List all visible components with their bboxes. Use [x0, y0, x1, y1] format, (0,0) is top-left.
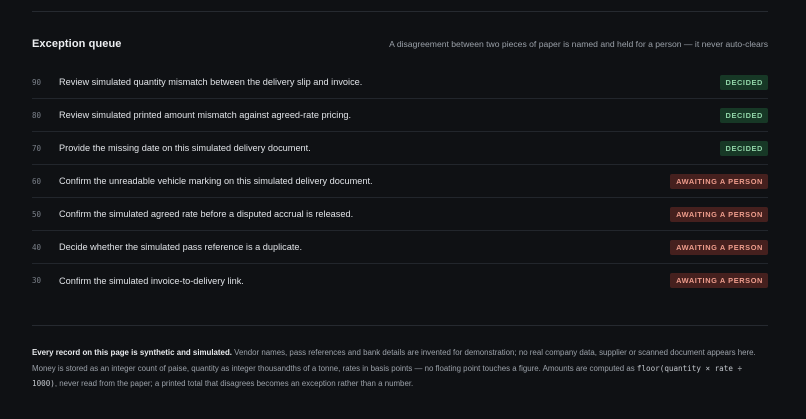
exception-description: Review simulated printed amount mismatch against agreed-rate pricing.: [59, 110, 352, 120]
exception-description: Provide the missing date on this simulated delivery document.: [59, 143, 311, 153]
status-badge-awaiting: AWAITING A PERSON: [670, 273, 768, 288]
exception-priority: 60: [32, 176, 42, 186]
footnote-lead: Every record on this page is synthetic and simulated.: [32, 348, 232, 357]
exception-priority: 40: [32, 242, 42, 252]
footnote-formula: floor(quantity × rate ÷ 1000): [32, 363, 743, 389]
exception-row[interactable]: [32, 231, 768, 264]
exception-priority: 70: [32, 143, 42, 153]
exception-priority: 80: [32, 110, 42, 120]
bottom-divider: [32, 325, 768, 326]
status-badge-awaiting: AWAITING A PERSON: [670, 240, 768, 255]
status-badge-decided: DECIDED: [720, 108, 768, 123]
exception-row[interactable]: [32, 66, 768, 99]
exception-description: Review simulated quantity mismatch between the delivery slip and invoice.: [59, 77, 363, 87]
footnote-tail: , never read from the paper; a printed total that disagrees becomes an exception rather than a number.: [54, 379, 414, 389]
exception-row[interactable]: [32, 165, 768, 198]
status-badge-decided: DECIDED: [720, 75, 768, 90]
exception-description: Decide whether the simulated pass reference is a duplicate.: [59, 242, 303, 252]
exception-priority: 50: [32, 209, 42, 219]
status-badge-decided: DECIDED: [720, 141, 768, 156]
exception-row[interactable]: [32, 99, 768, 132]
status-badge-awaiting: AWAITING A PERSON: [670, 174, 768, 189]
exception-description: Confirm the unreadable vehicle marking on this simulated delivery document.: [59, 176, 373, 186]
status-badge-awaiting: AWAITING A PERSON: [670, 207, 768, 222]
exception-queue-header: [32, 36, 768, 52]
exception-row[interactable]: [32, 198, 768, 231]
exception-row[interactable]: [32, 264, 768, 297]
exception-row[interactable]: [32, 132, 768, 165]
exception-queue-title: Exception queue: [32, 38, 122, 50]
exception-description: Confirm the simulated agreed rate before a disputed accrual is released.: [59, 209, 354, 219]
exception-queue-subtitle: A disagreement between two pieces of paper is named and held for a person — it never auto-clears: [389, 39, 768, 49]
exception-description: Confirm the simulated invoice-to-delivery link.: [59, 275, 244, 286]
exception-priority: 90: [32, 77, 42, 87]
synthetic-data-footnote: [32, 345, 768, 392]
top-divider: [32, 11, 768, 12]
exception-list: [32, 66, 768, 297]
footnote-body: Vendor names, pass references and bank details are invented for demonstration; no real company data, supplier or scanned document appears here. Money is stored as an integer count of paise, quantity as integer thousandths of a tonne, rates in basis points — no floating point touches a figure. Amounts are computed as: [32, 348, 756, 373]
exception-priority: 30: [32, 276, 42, 285]
